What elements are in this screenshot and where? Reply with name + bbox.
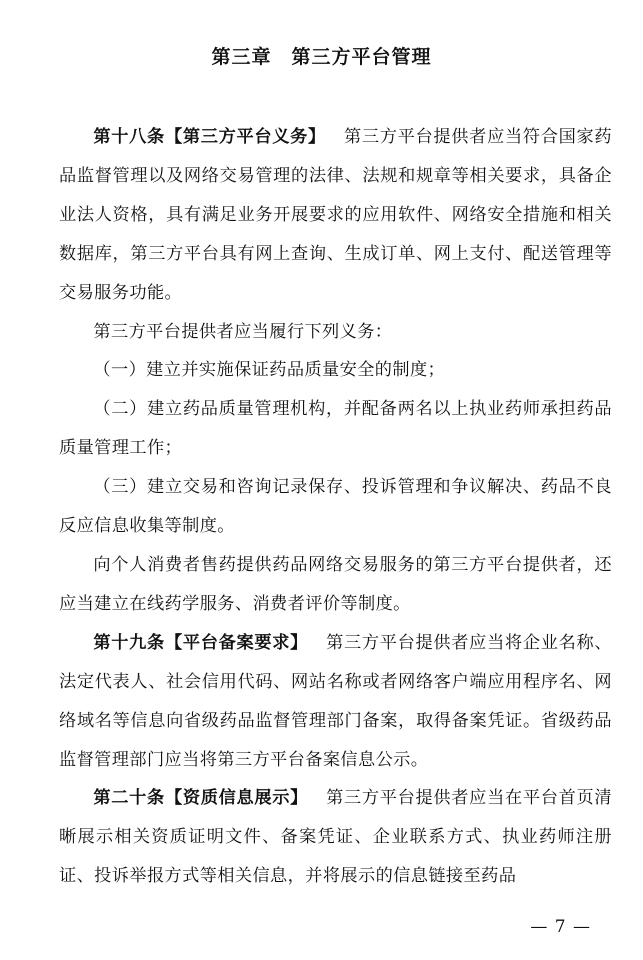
chapter-title: 第三章 第三方平台管理 [211,46,432,68]
article-heading: 第二十条【资质信息展示】 [93,788,309,809]
paragraph: 向个人消费者售药提供药品网络交易服务的第三方平台提供者，还应当建立在线药学服务、消费者评价等制度。 [59,554,612,614]
article-text: 第三方平台提供者应当在平台首页清晰展示相关资质证明文件、备案凭证、企业联系方式、执业药师注册证、投诉举报方式等相关信息，并将展示的信息链接至药品 [59,788,612,887]
list-item: （二）建立药品质量管理机构，并配备两名以上执业药师承担药品质量管理工作； [59,399,612,459]
article-heading: 第十九条【平台备案要求】 [93,632,309,653]
paragraph: 第三方平台提供者应当履行下列义务： [93,321,393,342]
article-19-paragraph [59,624,612,780]
article-text: 第三方平台提供者应当符合国家药品监督管理以及网络交易管理的法律、法规和规章等相关要求，具备企业法人资格，具有满足业务开展要求的应用软件、网络安全措施和相关数据库，第三方平台具有网上查询、生成订单、网上支付、配送管理等交易服务功能。 [59,127,612,303]
article-heading: 第十八条【第三方平台义务】 [93,127,326,147]
page-number: — 7 — [530,917,591,937]
list-item: （一）建立并实施保证药品质量安全的制度； [93,360,446,381]
list-item: （三）建立交易和咨询记录保存、投诉管理和争议解决、药品不良反应信息收集等制度。 [59,477,612,537]
body-text [59,118,612,896]
article-18-paragraph [59,118,612,313]
article-text: 第三方平台提供者应当将企业名称、法定代表人、社会信用代码、网站名称或者网络客户端应用程序名、网络域名等信息向省级药品监督管理部门备案，取得备案凭证。省级药品监督管理部门应当将第三方平台备案信息公示。 [59,632,612,770]
article-20-paragraph [59,779,612,896]
